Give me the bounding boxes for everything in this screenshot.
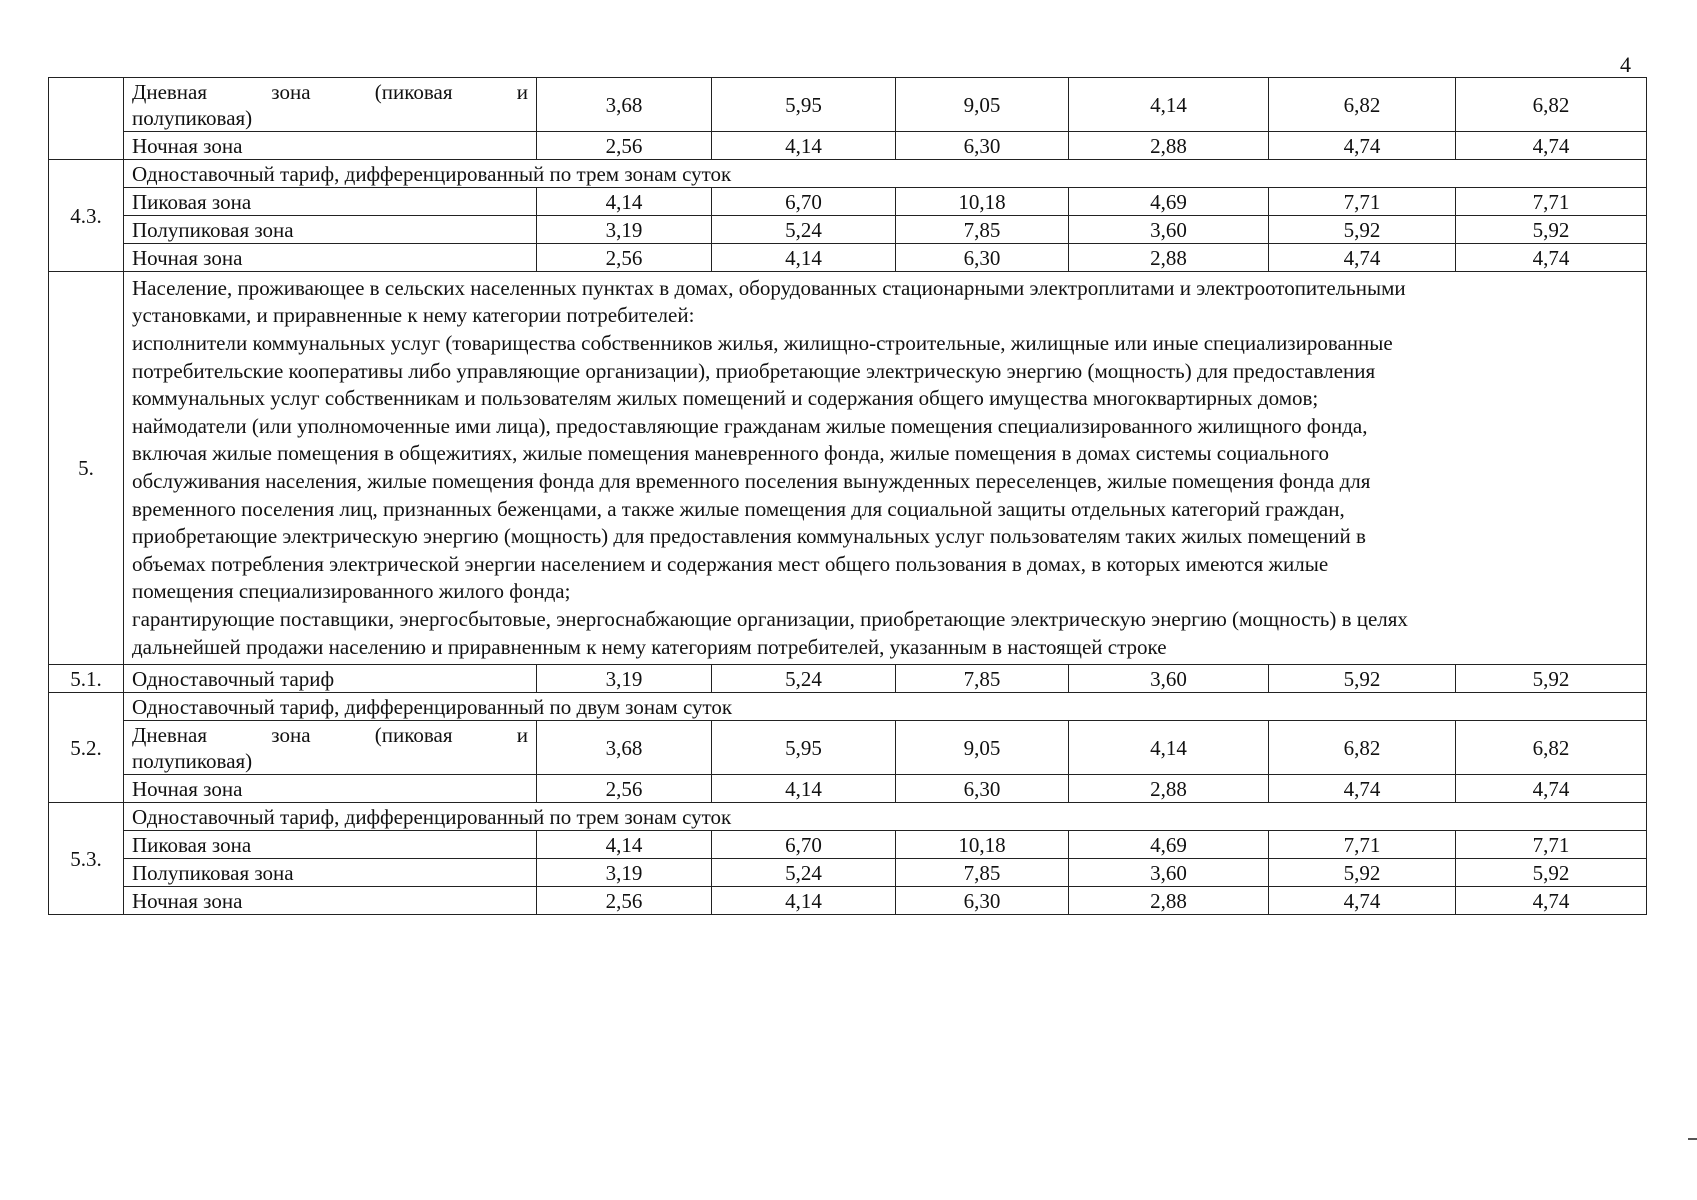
zone-label-cell: Пиковая зона — [124, 831, 537, 859]
zone-label-cell: Пиковая зона — [124, 188, 537, 216]
value-cell: 4,74 — [1456, 244, 1647, 272]
row-number-cell: 4.3. — [49, 160, 124, 272]
value-cell: 4,69 — [1069, 831, 1269, 859]
value-cell: 7,71 — [1269, 188, 1456, 216]
value-cell: 4,74 — [1456, 132, 1647, 160]
zone-label-cell: Ночная зона — [124, 887, 537, 915]
value-cell: 4,74 — [1456, 887, 1647, 915]
value-cell: 3,60 — [1069, 665, 1269, 693]
zone-label-cell: Полупиковая зона — [124, 216, 537, 244]
description-line: временного поселения лиц, признанных беженцами, а также жилые помещения для социальной защиты отдельных категорий граждан, — [132, 496, 1345, 521]
section-header-cell: Одноставочный тариф, дифференцированный по трем зонам суток — [124, 160, 1647, 188]
value-cell: 6,30 — [896, 887, 1069, 915]
value-cell: 4,74 — [1269, 887, 1456, 915]
table-row-peak-zone — [49, 831, 1647, 859]
description-line: наймодатели (или уполномоченные ими лица), предоставляющие гражданам жилые помещения специализированного жилищного фонда, — [132, 413, 1368, 438]
table-row-semipeak-zone — [49, 859, 1647, 887]
tariff-table — [48, 77, 1647, 915]
value-cell: 4,74 — [1456, 775, 1647, 803]
zone-label-cell: Ночная зона — [124, 132, 537, 160]
table-row-night-zone — [49, 244, 1647, 272]
value-cell: 5,92 — [1269, 665, 1456, 693]
description-line: коммунальных услуг собственникам и пользователям жилых помещений и содержания общего имущества многоквартирных домов; — [132, 386, 1319, 411]
value-cell: 4,14 — [1069, 721, 1269, 775]
value-cell: 4,74 — [1269, 775, 1456, 803]
table-row-night-zone — [49, 887, 1647, 915]
value-cell: 2,88 — [1069, 775, 1269, 803]
value-cell: 6,82 — [1456, 78, 1647, 132]
zone-label-cell: Дневная зона (пиковая и полупиковая) — [124, 721, 537, 775]
description-line: дальнейшей продажи населению и приравненным к нему категориям потребителей, указанным в настоящей строке — [132, 634, 1167, 659]
table-row-section-header — [49, 803, 1647, 831]
value-cell: 4,14 — [712, 887, 896, 915]
value-cell: 3,19 — [537, 859, 712, 887]
value-cell: 2,88 — [1069, 132, 1269, 160]
value-cell: 2,56 — [537, 244, 712, 272]
value-cell: 5,92 — [1269, 859, 1456, 887]
value-cell: 3,68 — [537, 78, 712, 132]
value-cell: 5,92 — [1456, 859, 1647, 887]
description-line: потребительские кооперативы либо управляющие организации), приобретающие электрическую энергию (мощность) для предоставления — [132, 358, 1376, 383]
value-cell: 6,30 — [896, 775, 1069, 803]
table-row-category-description — [49, 272, 1647, 665]
value-cell: 6,82 — [1456, 721, 1647, 775]
section-header-cell: Одноставочный тариф, дифференцированный по трем зонам суток — [124, 803, 1647, 831]
value-cell: 7,85 — [896, 859, 1069, 887]
value-cell: 5,24 — [712, 216, 896, 244]
value-cell: 2,56 — [537, 887, 712, 915]
value-cell: 2,56 — [537, 132, 712, 160]
value-cell: 3,68 — [537, 721, 712, 775]
table-row-night-zone — [49, 775, 1647, 803]
value-cell: 5,92 — [1456, 216, 1647, 244]
value-cell: 6,82 — [1269, 721, 1456, 775]
value-cell: 4,69 — [1069, 188, 1269, 216]
value-cell: 4,74 — [1269, 244, 1456, 272]
value-cell: 3,60 — [1069, 859, 1269, 887]
value-cell: 6,30 — [896, 132, 1069, 160]
value-cell: 4,14 — [712, 132, 896, 160]
row-number-cell: 5.2. — [49, 693, 124, 803]
row-number-cell — [49, 78, 124, 160]
value-cell: 5,95 — [712, 721, 896, 775]
description-line: приобретающие электрическую энергию (мощность) для предоставления коммунальных услуг пользователям таких жилых помещений в — [132, 524, 1366, 549]
value-cell: 10,18 — [896, 831, 1069, 859]
value-cell: 2,56 — [537, 775, 712, 803]
value-cell: 7,85 — [896, 665, 1069, 693]
zone-label-cell: Ночная зона — [124, 775, 537, 803]
table-row-peak-zone — [49, 188, 1647, 216]
value-cell: 4,14 — [1069, 78, 1269, 132]
table-row-night-zone — [49, 132, 1647, 160]
value-cell: 4,74 — [1269, 132, 1456, 160]
value-cell: 9,05 — [896, 721, 1069, 775]
zone-label-cell: Ночная зона — [124, 244, 537, 272]
value-cell: 2,88 — [1069, 244, 1269, 272]
value-cell: 2,88 — [1069, 887, 1269, 915]
table-row-section-header — [49, 160, 1647, 188]
value-cell: 3,19 — [537, 216, 712, 244]
value-cell: 9,05 — [896, 78, 1069, 132]
row-number-cell: 5.3. — [49, 803, 124, 915]
value-cell: 10,18 — [896, 188, 1069, 216]
category-description-cell — [124, 272, 1647, 665]
value-cell: 3,60 — [1069, 216, 1269, 244]
zone-label-cell: Полупиковая зона — [124, 859, 537, 887]
table-row-day-zone — [49, 721, 1647, 775]
description-line: установками, и приравненные к нему категории потребителей: — [132, 303, 695, 328]
table-row-section-header — [49, 693, 1647, 721]
description-line: исполнители коммунальных услуг (товарищества собственников жилья, жилищно-строительные, жилищные или иные специализированные — [132, 331, 1393, 356]
value-cell: 7,85 — [896, 216, 1069, 244]
value-cell: 4,14 — [712, 775, 896, 803]
scan-edge-mark — [1688, 1138, 1697, 1140]
table-row-semipeak-zone — [49, 216, 1647, 244]
description-line: гарантирующие поставщики, энергосбытовые, энергоснабжающие организации, приобретающие электрическую энергию (мощность) в целях — [132, 606, 1408, 631]
value-cell: 6,30 — [896, 244, 1069, 272]
zone-label-cell: Одноставочный тариф — [124, 665, 537, 693]
table-row-single-rate — [49, 665, 1647, 693]
value-cell: 5,24 — [712, 859, 896, 887]
description-line: объемах потребления электрической энергии населением и содержания мест общего пользования в домах, в которых имеются жилые — [132, 551, 1329, 576]
value-cell: 7,71 — [1269, 831, 1456, 859]
value-cell: 5,92 — [1456, 665, 1647, 693]
value-cell: 6,70 — [712, 831, 896, 859]
section-header-cell: Одноставочный тариф, дифференцированный по двум зонам суток — [124, 693, 1647, 721]
value-cell: 4,14 — [537, 831, 712, 859]
value-cell: 5,24 — [712, 665, 896, 693]
value-cell: 4,14 — [537, 188, 712, 216]
value-cell: 4,14 — [712, 244, 896, 272]
value-cell: 7,71 — [1456, 831, 1647, 859]
row-number-cell: 5.1. — [49, 665, 124, 693]
description-line: Население, проживающее в сельских населенных пунктах в домах, оборудованных стационарными электроплитами и электроотопительными — [132, 275, 1406, 300]
value-cell: 6,70 — [712, 188, 896, 216]
value-cell: 5,92 — [1269, 216, 1456, 244]
page-number: 4 — [1620, 52, 1631, 77]
zone-label-cell: Дневная зона (пиковая и полупиковая) — [124, 78, 537, 132]
value-cell: 5,95 — [712, 78, 896, 132]
value-cell: 6,82 — [1269, 78, 1456, 132]
description-line: обслуживания населения, жилые помещения фонда для временного поселения вынужденных переселенцев, жилые помещения фонда для — [132, 469, 1371, 493]
row-number-cell: 5. — [49, 272, 124, 665]
table-row-day-zone — [49, 78, 1647, 132]
value-cell: 3,19 — [537, 665, 712, 693]
value-cell: 7,71 — [1456, 188, 1647, 216]
description-line: помещения специализированного жилого фонда; — [132, 579, 571, 604]
description-line: включая жилые помещения в общежитиях, жилые помещения маневренного фонда, жилые помещения в домах системы социального — [132, 441, 1329, 466]
